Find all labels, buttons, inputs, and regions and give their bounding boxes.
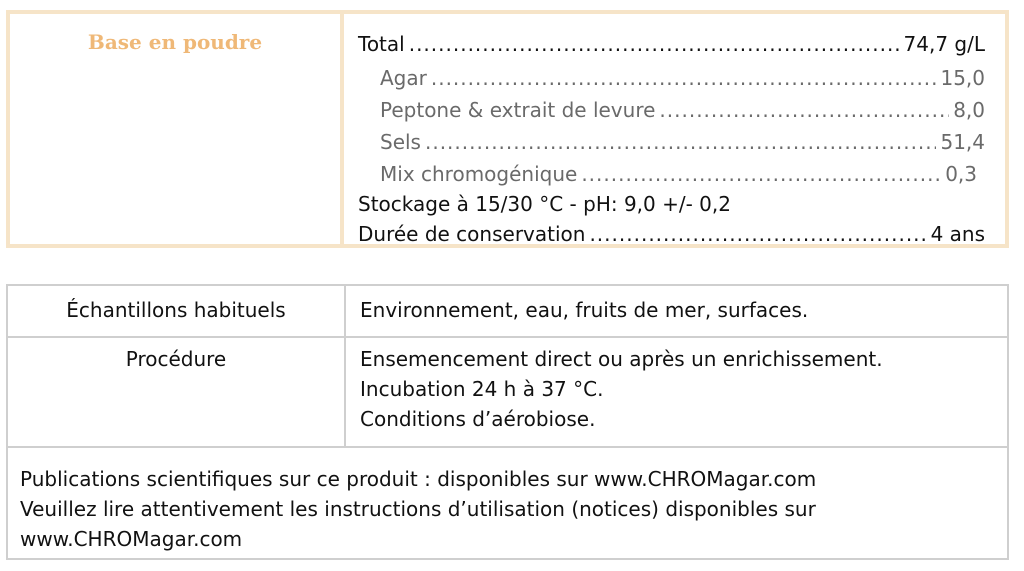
shelf-life-value: 4 ans (930, 222, 985, 246)
leader-dots (659, 98, 949, 122)
component-label: Agar (380, 66, 427, 90)
shelf-life-label: Durée de conservation (358, 222, 586, 246)
shelf-life-row (358, 222, 985, 246)
procedure-line: Conditions d’aérobiose. (360, 407, 596, 431)
row-divider (8, 446, 1007, 448)
component-value: 8,0 (953, 98, 985, 122)
procedure-value-cell (346, 338, 1007, 446)
storage-row (358, 192, 731, 216)
samples-value: Environnement, eau, fruits de mer, surfaces. (360, 298, 809, 322)
procedure-row (8, 338, 1007, 446)
component-value: 15,0 (940, 66, 985, 90)
component-label: Mix chromogénique (380, 162, 578, 186)
total-row (358, 32, 985, 56)
procedure-line: Incubation 24 h à 37 °C. (360, 377, 604, 401)
usage-table (6, 284, 1009, 560)
powder-label-cell (10, 14, 344, 244)
samples-row (8, 286, 1007, 336)
samples-label: Échantillons habituels (66, 298, 286, 322)
component-value: 51,4 (940, 130, 985, 154)
component-row (380, 66, 985, 90)
component-label: Sels (380, 130, 421, 154)
component-label: Peptone & extrait de levure (380, 98, 656, 122)
storage-text: Stockage à 15/30 °C - pH: 9,0 +/- 0,2 (358, 192, 731, 216)
component-row (380, 98, 985, 122)
procedure-label: Procédure (125, 347, 227, 371)
leader-dots (589, 222, 926, 246)
total-value: 74,7 g/L (903, 32, 985, 56)
component-row (380, 162, 977, 186)
procedure-line: Ensemencement direct ou après un enrichissement. (360, 347, 883, 371)
publications-line: Veuillez lire attentivement les instructions d’utilisation (notices) disponibles sur (20, 497, 816, 521)
procedure-label-cell (8, 338, 346, 446)
publications-note (20, 464, 816, 554)
leader-dots (581, 162, 941, 186)
leader-dots (431, 66, 937, 90)
publications-line: www.CHROMagar.com (20, 527, 243, 551)
samples-value-cell (346, 286, 1007, 336)
powder-title: Base en poudre (87, 30, 263, 54)
samples-label-cell (8, 286, 346, 336)
publications-line: Publications scientifiques sur ce produit : disponibles sur www.CHROMagar.com (20, 467, 817, 491)
component-row (380, 130, 985, 154)
leader-dots (425, 130, 936, 154)
powder-values-cell (344, 14, 1005, 244)
leader-dots (409, 32, 900, 56)
component-value: 0,3 (945, 162, 977, 186)
powder-composition-table (6, 10, 1009, 248)
total-label: Total (358, 32, 405, 56)
